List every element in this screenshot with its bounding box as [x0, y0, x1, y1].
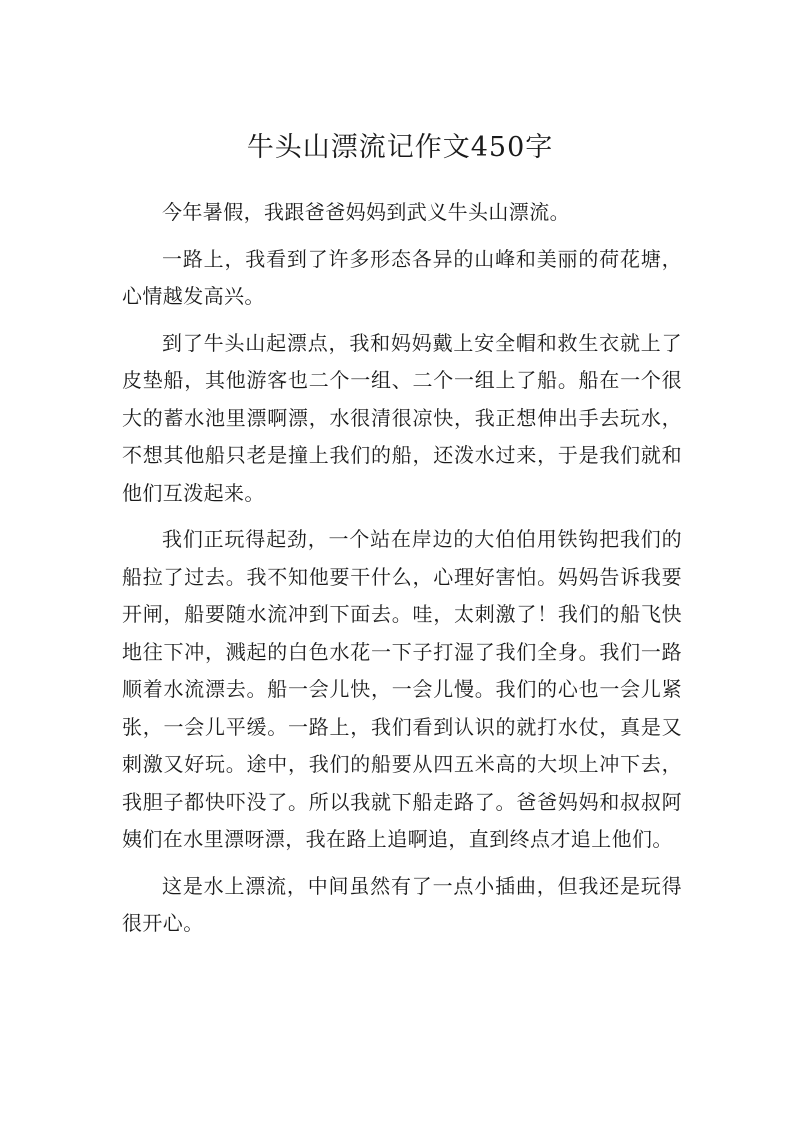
paragraph-4: 我们正玩得起劲，一个站在岸边的大伯伯用铁钩把我们的船拉了过去。我不知他要干什么，心理好害怕。妈妈告诉我要开闸，船要随水流冲到下面去。哇，太刺激了！我们的船飞快地往下冲，溅起的白色水花一下子打湿了我们全身。我们一路顺着水流漂去。船一会儿快，一会儿慢。我们的心也一会儿紧张，一会儿平缓。一路上，我们看到认识的就打水仗，真是又刺激又好玩。途中，我们的船要从四五米高的大坝上冲下去，我胆子都快吓没了。所以我就下船走路了。爸爸妈妈和叔叔阿姨们在水里漂呀漂，我在路上追啊追，直到终点才追上他们。 [122, 527, 682, 851]
document-body [122, 194, 682, 943]
paragraph-1: 今年暑假，我跟爸爸妈妈到武义牛头山漂流。 [162, 200, 570, 224]
paragraph-5: 这是水上漂流，中间虽然有了一点小插曲，但我还是玩得很开心。 [122, 873, 682, 935]
paragraph-2: 一路上，我看到了许多形态各异的山峰和美丽的荷花塘，心情越发高兴。 [122, 246, 682, 308]
page-title: 牛头山漂流记作文450字 [246, 132, 554, 163]
paragraph-3: 到了牛头山起漂点，我和妈妈戴上安全帽和救生衣就上了皮垫船，其他游客也二个一组、二个一组上了船。船在一个很大的蓄水池里漂啊漂，水很清很凉快，我正想伸出手去玩水，不想其他船只老是撞上我们的船，还泼水过来，于是我们就和他们互泼起来。 [122, 330, 682, 505]
